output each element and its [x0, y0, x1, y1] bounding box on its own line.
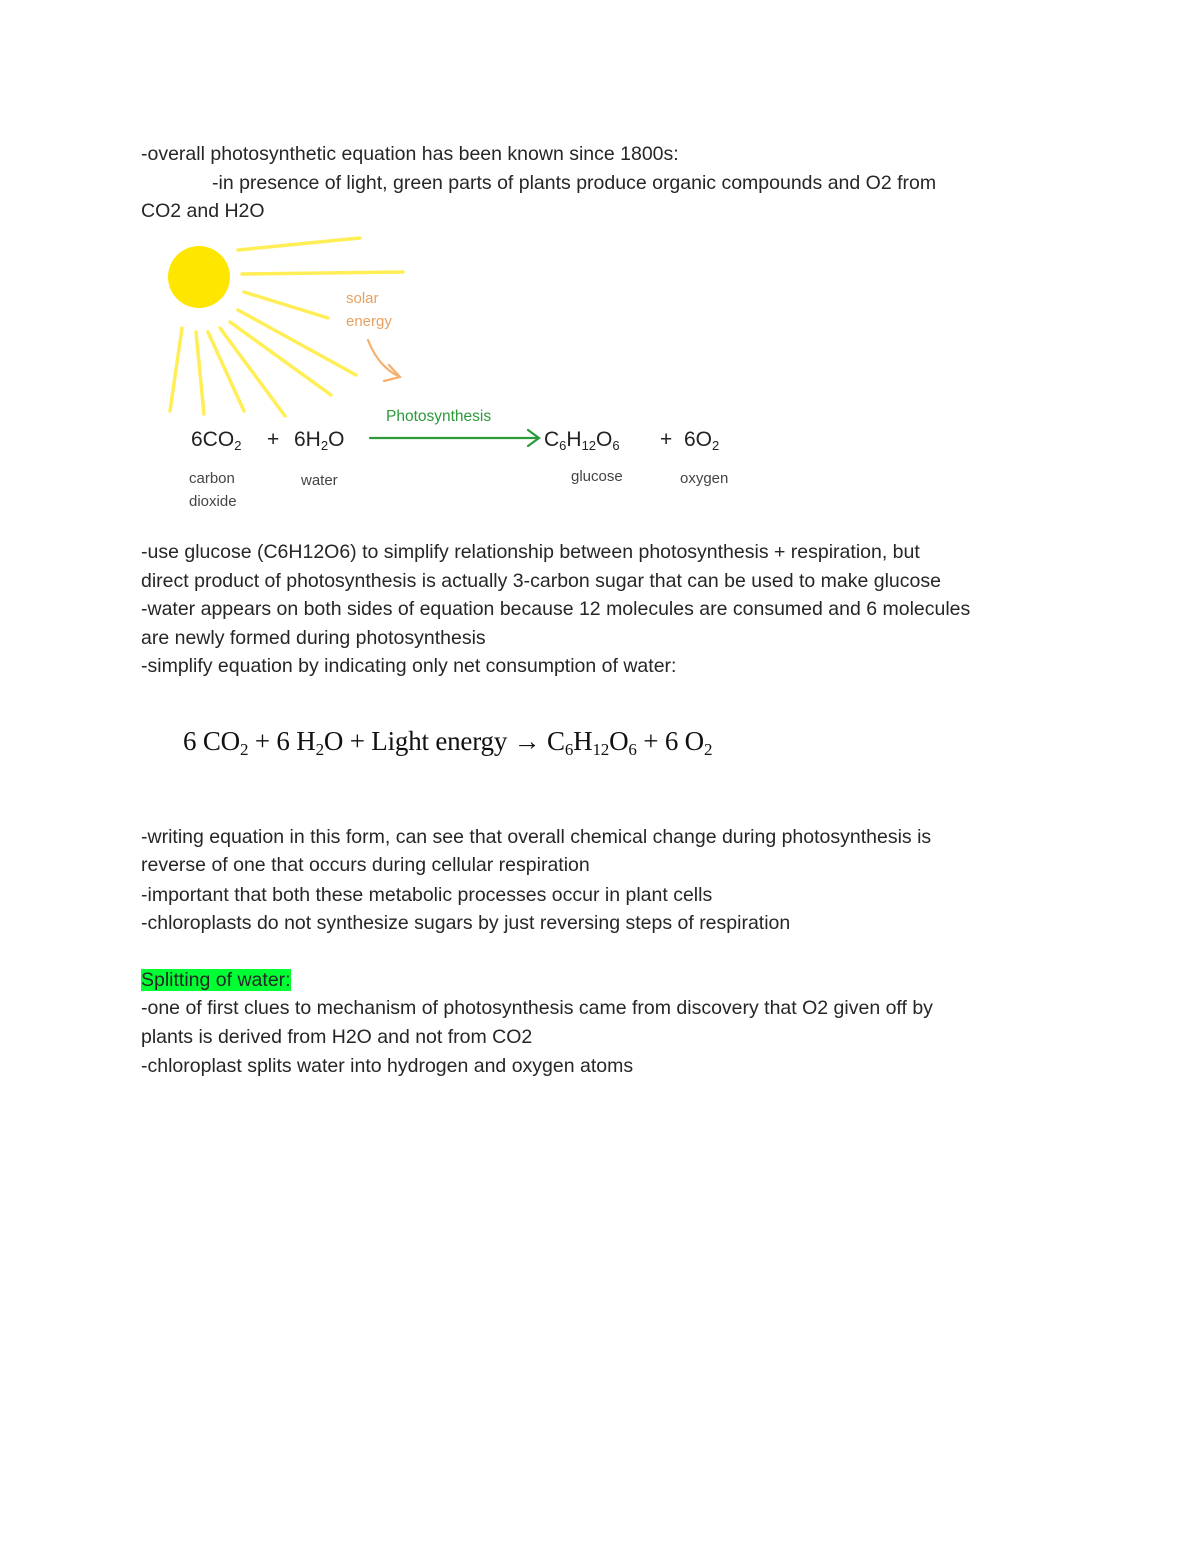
- photosynthesis-label: Photosynthesis: [386, 408, 492, 425]
- plus-sign-2: +: [660, 428, 673, 451]
- para1-line-2: direct product of photosynthesis is actually 3-carbon sugar that can be used to make glucose: [141, 570, 941, 592]
- reaction-arrow: [370, 430, 539, 446]
- reactant-h2o: $6H_2O$: [294, 428, 345, 453]
- section-heading: [141, 966, 291, 994]
- sun-rays-graphic: [160, 228, 760, 518]
- product-glucose: $C_6H_{12}O_6$: [544, 428, 620, 453]
- label-carbon-dioxide: carbon dioxide: [189, 470, 237, 510]
- para1-line-5: -simplify equation by indicating only net consumption of water:: [141, 655, 677, 677]
- plus-sign-1: +: [267, 428, 280, 451]
- para1-line-3: -water appears on both sides of equation because 12 molecules are consumed and 6 molecules: [141, 598, 971, 620]
- para1-line-1: -use glucose (C6H12O6) to simplify relationship between photosynthesis + respiration, but: [141, 541, 920, 563]
- section-line-3: -chloroplast splits water into hydrogen and oxygen atoms: [141, 1055, 634, 1077]
- section-line-2: plants is derived from H2O and not from CO2: [141, 1026, 533, 1048]
- intro-line-2: -in presence of light, green parts of plants produce organic compounds and O2 from: [212, 172, 937, 194]
- product-oxygen: $6O_2$: [684, 428, 720, 453]
- para2-line-4: -chloroplasts do not synthesize sugars by just reversing steps of respiration: [141, 912, 791, 934]
- photosynthesis-diagram: [160, 228, 760, 518]
- highlighted-heading: Splitting of water:: [141, 969, 291, 991]
- para2-line-2: reverse of one that occurs during cellular respiration: [141, 854, 590, 876]
- solar-energy-label: solar energy: [346, 290, 392, 330]
- label-water: water: [301, 472, 338, 489]
- solar-arrow: [368, 340, 400, 381]
- para2-line-3: -important that both these metabolic processes occur in plant cells: [141, 884, 713, 906]
- sun-icon: [168, 246, 230, 308]
- label-glucose: glucose: [571, 468, 623, 485]
- section-line-1: -one of first clues to mechanism of photosynthesis came from discovery that O2 given off by: [141, 997, 933, 1019]
- para1-line-4: are newly formed during photosynthesis: [141, 627, 486, 649]
- intro-line-1: -overall photosynthetic equation has been known since 1800s:: [141, 143, 679, 165]
- label-oxygen: oxygen: [680, 470, 729, 487]
- intro-line-3: CO2 and H2O: [141, 200, 265, 222]
- reactant-co2: $6CO_2$: [191, 428, 242, 453]
- para2-line-1: -writing equation in this form, can see that overall chemical change during photosynthesis is: [141, 826, 932, 848]
- net-photosynthesis-equation: 6 $CO_2 + 6$ $H_2O$ + Light energy → $C_6H_{12}O_6 + 6$ $O_2$: [183, 726, 713, 759]
